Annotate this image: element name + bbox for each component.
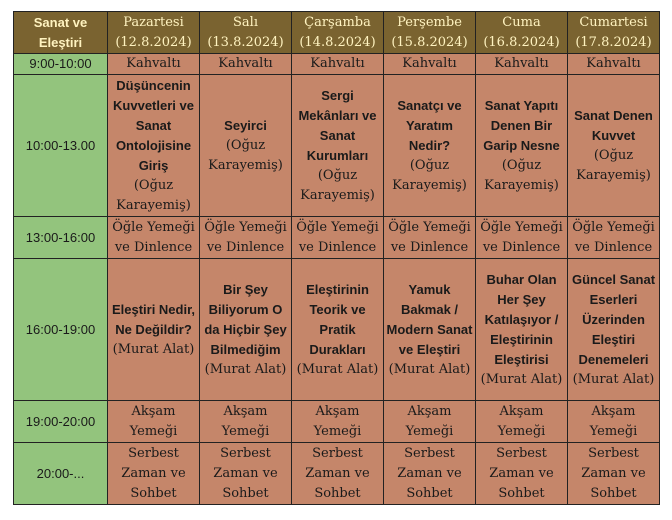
time-slot: 20:00-... <box>14 443 108 505</box>
session-title: Seyirci <box>224 117 267 133</box>
schedule-table <box>13 11 660 505</box>
day-date: (13.8.2024) <box>207 34 284 50</box>
session-speaker: (Oğuz Karayemiş) <box>116 177 191 213</box>
session-title: Sanatçı ve Yaratım Nedir? <box>397 97 462 153</box>
session-title: Sanat Yapıtı Denen Bir Garip Nesne <box>483 97 560 153</box>
time-slot: 13:00-16:00 <box>14 217 108 259</box>
day-header <box>384 12 476 54</box>
activity-cell: Kahvaltı <box>476 54 568 75</box>
time-slot: 19:00-20:00 <box>14 401 108 443</box>
session-cell <box>292 75 384 217</box>
activity-cell: Kahvaltı <box>200 54 292 75</box>
day-header <box>292 12 384 54</box>
session-cell <box>108 259 200 401</box>
activity-cell: Akşam Yemeği <box>476 401 568 443</box>
day-date: (12.8.2024) <box>115 34 192 50</box>
session-title: Buhar Olan Her Şey Katılaşıyor / Eleştirinin Eleştirisi <box>484 271 559 367</box>
day-date: (17.8.2024) <box>575 34 652 50</box>
activity-cell: Serbest Zaman ve Sohbet <box>568 443 660 505</box>
session-speaker: (Oğuz Karayemiş) <box>484 157 559 193</box>
day-name: Salı <box>233 14 258 30</box>
session-cell <box>292 259 384 401</box>
session-title: Güncel Sanat Eserleri Üzerinden Eleştiri Denemeleri <box>571 271 656 367</box>
session-title: Eleştirinin Teorik ve Pratik Durakları <box>306 281 369 357</box>
session-title: Düşüncenin Kuvvetleri ve Sanat Ontolojisine Giriş <box>113 77 194 173</box>
session-cell <box>200 75 292 217</box>
activity-cell: Serbest Zaman ve Sohbet <box>108 443 200 505</box>
activity-cell: Öğle Yemeği ve Dinlence <box>200 217 292 259</box>
activity-cell: Akşam Yemeği <box>200 401 292 443</box>
session-cell <box>200 259 292 401</box>
activity-cell: Kahvaltı <box>568 54 660 75</box>
activity-cell: Öğle Yemeği ve Dinlence <box>568 217 660 259</box>
session-speaker: (Oğuz Karayemiş) <box>300 167 375 203</box>
session-speaker: (Murat Alat) <box>296 361 379 377</box>
day-date: (16.8.2024) <box>483 34 560 50</box>
schedule-row <box>14 259 660 401</box>
session-title: Eleştiri Nedir, Ne Değildir? <box>111 301 196 337</box>
schedule-row <box>14 75 660 217</box>
day-date: (15.8.2024) <box>391 34 468 50</box>
session-cell <box>384 259 476 401</box>
day-header <box>200 12 292 54</box>
activity-cell: Akşam Yemeği <box>108 401 200 443</box>
header-row <box>14 12 660 54</box>
time-slot: 10:00-13.00 <box>14 75 108 217</box>
activity-cell: Serbest Zaman ve Sohbet <box>292 443 384 505</box>
session-cell <box>108 75 200 217</box>
activity-cell: Akşam Yemeği <box>384 401 476 443</box>
day-header <box>568 12 660 54</box>
schedule-row <box>14 401 660 443</box>
schedule-row <box>14 54 660 75</box>
activity-cell: Öğle Yemeği ve Dinlence <box>108 217 200 259</box>
day-name: Cumartesi <box>579 14 648 30</box>
session-speaker: (Murat Alat) <box>388 361 471 377</box>
activity-cell: Kahvaltı <box>108 54 200 75</box>
session-speaker: (Murat Alat) <box>572 371 655 387</box>
day-name: Pazartesi <box>123 14 184 30</box>
session-title: Yamuk Bakmak / Modern Sanat ve Eleştiri <box>386 281 473 357</box>
session-title: Bir Şey Biliyorum O da Hiçbir Şey Bilmediğim <box>204 281 287 357</box>
session-title: Sanat Denen Kuvvet <box>574 107 653 143</box>
activity-cell: Serbest Zaman ve Sohbet <box>384 443 476 505</box>
schedule-title: Sanat ve Eleştiri <box>14 12 108 54</box>
activity-cell: Akşam Yemeği <box>292 401 384 443</box>
session-speaker: (Murat Alat) <box>480 371 563 387</box>
activity-cell: Öğle Yemeği ve Dinlence <box>384 217 476 259</box>
session-speaker: (Murat Alat) <box>112 341 195 357</box>
time-slot: 16:00-19:00 <box>14 259 108 401</box>
session-speaker: (Oğuz Karayemiş) <box>208 137 283 173</box>
activity-cell: Akşam Yemeği <box>568 401 660 443</box>
session-cell <box>476 75 568 217</box>
schedule-body <box>14 54 660 505</box>
activity-cell: Serbest Zaman ve Sohbet <box>476 443 568 505</box>
session-title: Sergi Mekânları ve Sanat Kurumları <box>298 87 377 163</box>
session-cell <box>568 75 660 217</box>
day-name: Perşembe <box>397 14 462 30</box>
activity-cell: Kahvaltı <box>384 54 476 75</box>
day-date: (14.8.2024) <box>299 34 376 50</box>
time-slot: 9:00-10:00 <box>14 54 108 75</box>
schedule-row <box>14 217 660 259</box>
activity-cell: Serbest Zaman ve Sohbet <box>200 443 292 505</box>
day-header <box>108 12 200 54</box>
day-header <box>476 12 568 54</box>
session-cell <box>568 259 660 401</box>
activity-cell: Öğle Yemeği ve Dinlence <box>292 217 384 259</box>
session-cell <box>476 259 568 401</box>
session-speaker: (Oğuz Karayemiş) <box>576 147 651 183</box>
schedule-row <box>14 443 660 505</box>
session-cell <box>384 75 476 217</box>
day-name: Cuma <box>502 14 541 30</box>
day-name: Çarşamba <box>304 14 371 30</box>
activity-cell: Kahvaltı <box>292 54 384 75</box>
session-speaker: (Oğuz Karayemiş) <box>392 157 467 193</box>
session-speaker: (Murat Alat) <box>204 361 287 377</box>
activity-cell: Öğle Yemeği ve Dinlence <box>476 217 568 259</box>
